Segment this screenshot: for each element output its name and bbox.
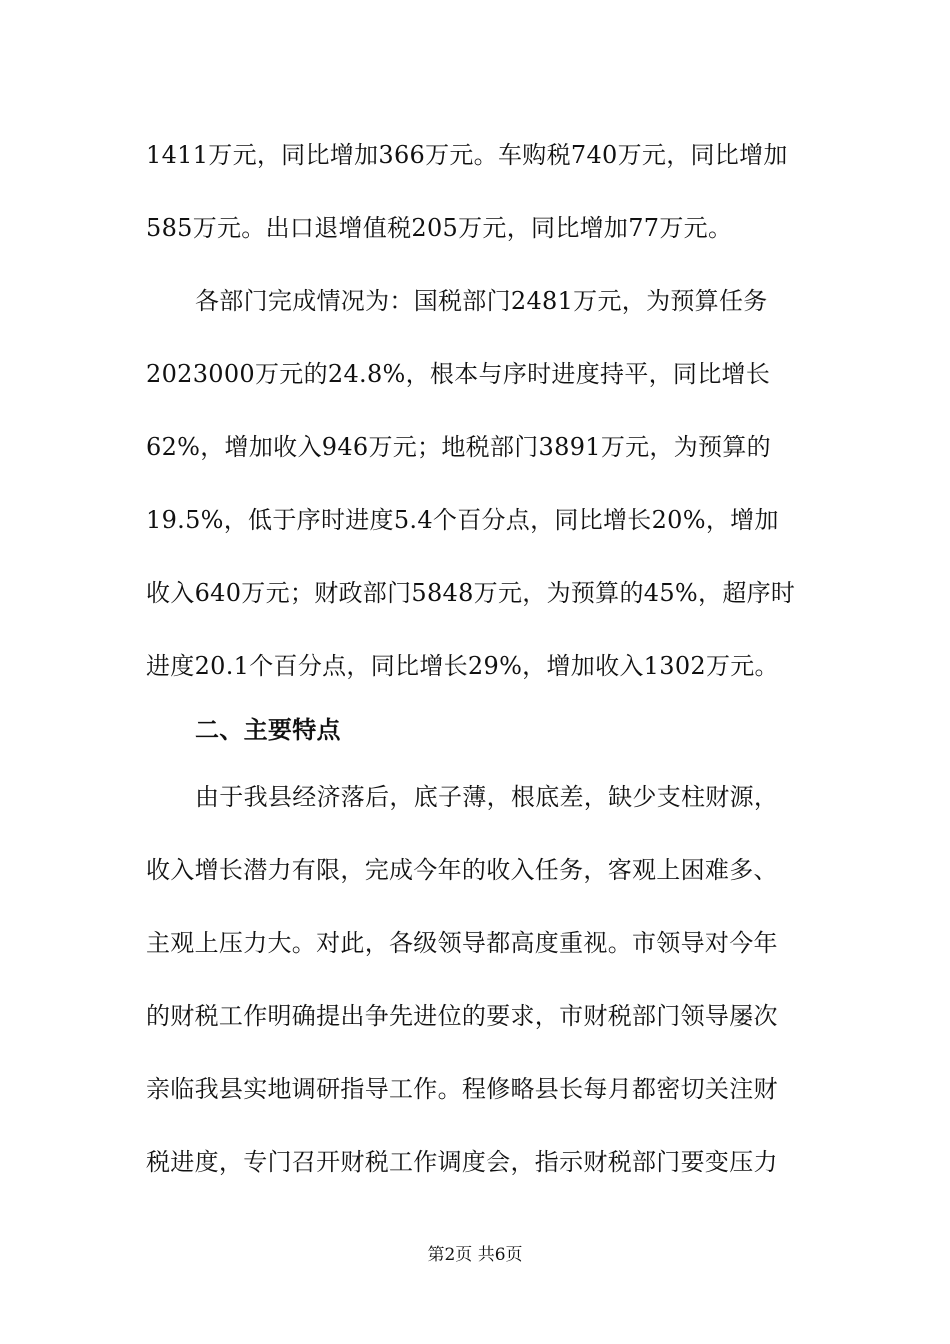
paragraph-line: 税进度，专门召开财税工作调度会，指示财税部门要变压力 — [146, 1148, 778, 1176]
paragraph-line: 主观上压力大。对此，各级领导都高度重视。市领导对今年 — [146, 929, 778, 957]
paragraph-line: 1411万元，同比增加366万元。车购税740万元，同比增加 — [146, 141, 788, 169]
paragraph-line: 62%，增加收入946万元；地税部门3891万元，为预算的 — [146, 433, 771, 461]
paragraph-line: 的财税工作明确提出争先进位的要求，市财税部门领导屡次 — [146, 1002, 778, 1030]
paragraph-line: 进度20.1个百分点，同比增长29%，增加收入1302万元。 — [146, 652, 779, 680]
paragraph-line: 19.5%，低于序时进度5.4个百分点，同比增长20%，增加 — [146, 506, 779, 534]
paragraph-line: 各部门完成情况为：国税部门2481万元，为预算任务 — [195, 287, 768, 315]
paragraph-line: 收入640万元；财政部门5848万元，为预算的45%，超序时 — [146, 579, 796, 607]
paragraph-line: 由于我县经济落后，底子薄，根底差，缺少支柱财源， — [195, 783, 779, 811]
section-heading: 二、主要特点 — [195, 716, 341, 744]
page-footer: 第2页 共6页 — [427, 1245, 523, 1265]
paragraph-line: 亲临我县实地调研指导工作。程修略县长每月都密切关注财 — [146, 1075, 778, 1103]
paragraph-line: 2023000万元的24.8%，根本与序时进度持平，同比增长 — [146, 360, 771, 388]
paragraph-line: 585万元。出口退增值税205万元，同比增加77万元。 — [146, 214, 733, 242]
paragraph-line: 收入增长潜力有限，完成今年的收入任务，客观上困难多、 — [146, 856, 778, 884]
